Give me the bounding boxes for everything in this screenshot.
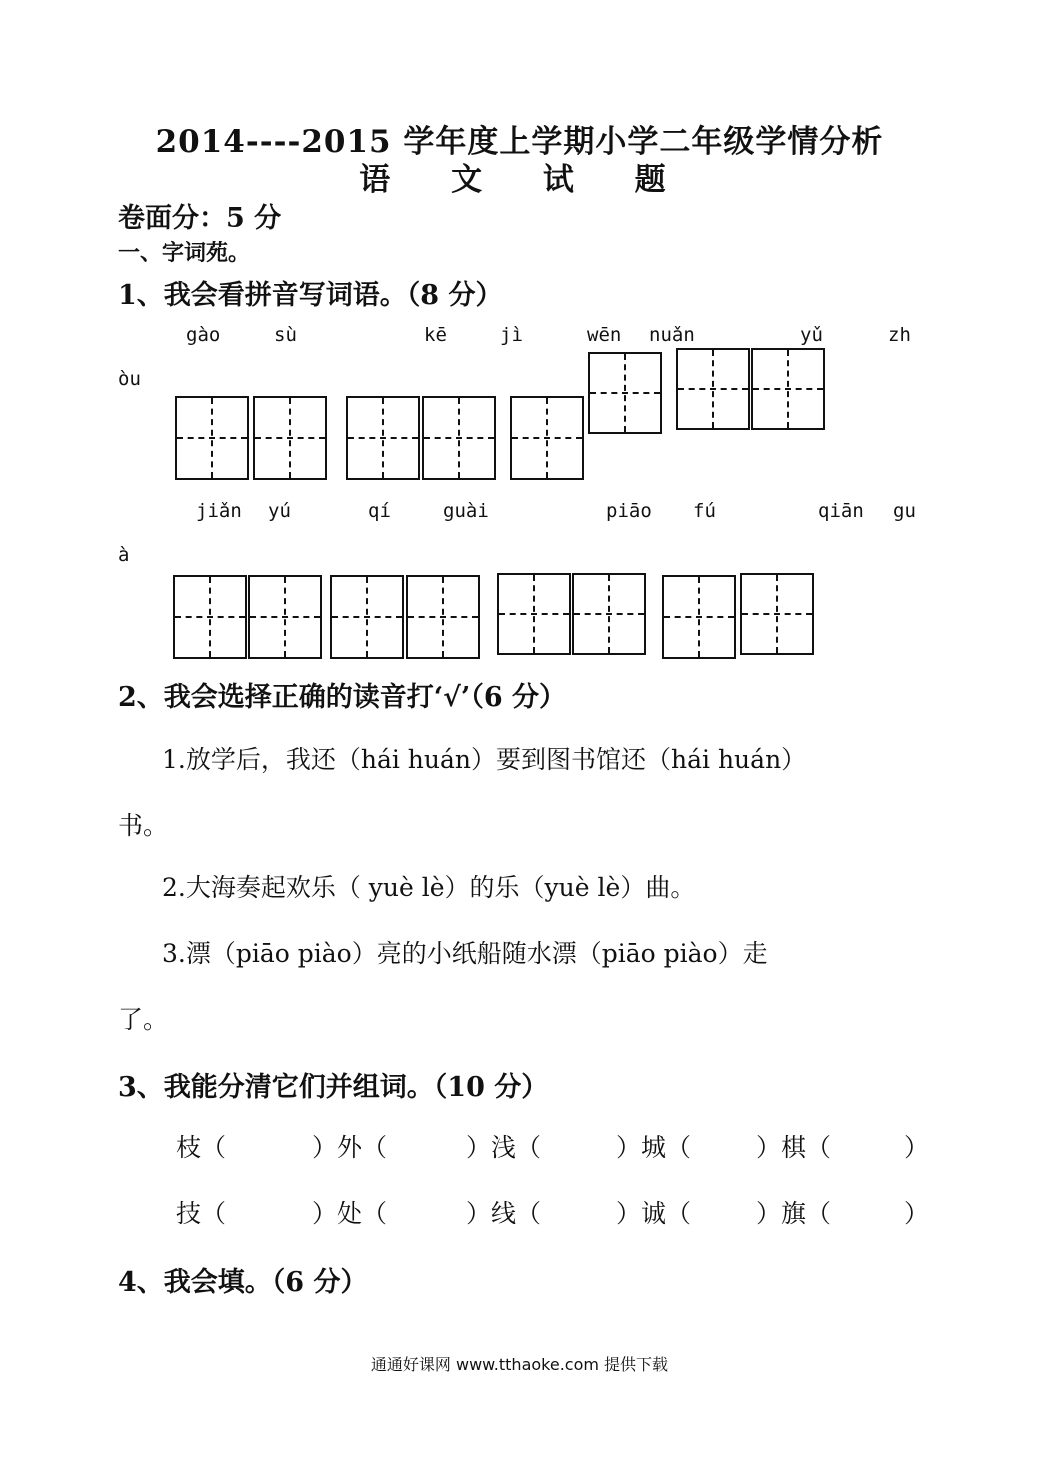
pinyin: qiān bbox=[818, 500, 864, 522]
writing-box[interactable] bbox=[253, 396, 327, 480]
word-group-row-2 bbox=[0, 1194, 1039, 1228]
word-prompt: ）诚（ bbox=[616, 1199, 692, 1228]
word-prompt: ）棋（ bbox=[756, 1133, 832, 1162]
footer-source: 通通好课网 www.tthaoke.com 提供下载 bbox=[370, 1355, 669, 1374]
q2-line-3: 3.漂（piāo piào）亮的小纸船随水漂（piāo piào）走 bbox=[162, 939, 768, 968]
writing-box[interactable] bbox=[330, 575, 404, 659]
question-1-title: 1、我会看拼音写词语。（8 分） bbox=[118, 280, 503, 311]
pinyin: nuǎn bbox=[649, 324, 695, 346]
writing-box[interactable] bbox=[588, 352, 662, 434]
q2-line-1: 1.放学后，我还（hái huán）要到图书馆还（hái huán） bbox=[162, 745, 807, 774]
section-heading: 一、字词苑。 bbox=[118, 240, 251, 266]
page-subtitle: 语 文 试 题 bbox=[359, 162, 680, 198]
q2-line-1-cont: 书。 bbox=[118, 811, 169, 840]
word-prompt: ）线（ bbox=[466, 1199, 542, 1228]
word-prompt: ） bbox=[904, 1199, 930, 1228]
word-prompt: 技（ bbox=[176, 1199, 227, 1228]
word-prompt: ） bbox=[904, 1133, 930, 1162]
pinyin: kē bbox=[424, 324, 447, 346]
word-prompt: ）旗（ bbox=[756, 1199, 832, 1228]
pinyin: qí bbox=[368, 500, 391, 522]
pinyin: wēn bbox=[587, 324, 622, 346]
pinyin: yú bbox=[268, 500, 291, 522]
question-2-title: 2、我会选择正确的读音打‘√’（6 分） bbox=[118, 682, 567, 713]
writing-box[interactable] bbox=[406, 575, 480, 659]
page-title: 2014----2015 学年度上学期小学二年级学情分析 bbox=[155, 124, 884, 160]
writing-box[interactable] bbox=[662, 575, 736, 659]
pinyin: zh bbox=[888, 324, 911, 346]
writing-box[interactable] bbox=[346, 396, 420, 480]
word-prompt: ）处（ bbox=[312, 1199, 388, 1228]
pinyin: jì bbox=[500, 324, 523, 346]
writing-box[interactable] bbox=[751, 348, 825, 430]
pinyin-wrap: à bbox=[118, 544, 130, 566]
writing-box[interactable] bbox=[175, 396, 249, 480]
pinyin: gu bbox=[893, 500, 916, 522]
question-4-title: 4、我会填。（6 分） bbox=[118, 1267, 368, 1298]
pinyin: jiǎn bbox=[196, 500, 242, 522]
writing-box[interactable] bbox=[510, 396, 584, 480]
pinyin: piāo bbox=[606, 500, 652, 522]
q2-line-2: 2.大海奏起欢乐（ yuè lè）的乐（yuè lè）曲。 bbox=[162, 873, 696, 902]
writing-box[interactable] bbox=[497, 573, 571, 655]
word-prompt: 枝（ bbox=[176, 1133, 227, 1162]
word-prompt: ）城（ bbox=[616, 1133, 692, 1162]
writing-box[interactable] bbox=[740, 573, 814, 655]
score-line: 卷面分：5 分 bbox=[118, 203, 282, 234]
writing-box[interactable] bbox=[248, 575, 322, 659]
writing-box[interactable] bbox=[572, 573, 646, 655]
pinyin: sù bbox=[274, 324, 297, 346]
pinyin: yǔ bbox=[800, 324, 823, 346]
word-group-row-1 bbox=[0, 1128, 1039, 1162]
word-prompt: ）浅（ bbox=[466, 1133, 542, 1162]
question-3-title: 3、我能分清它们并组词。（10 分） bbox=[118, 1072, 549, 1103]
writing-box[interactable] bbox=[173, 575, 247, 659]
pinyin: fú bbox=[693, 500, 716, 522]
word-prompt: ）外（ bbox=[312, 1133, 388, 1162]
q2-line-3-cont: 了。 bbox=[118, 1005, 169, 1034]
pinyin: gào bbox=[186, 324, 221, 346]
writing-box[interactable] bbox=[676, 348, 750, 430]
pinyin-wrap: òu bbox=[118, 368, 141, 390]
writing-box[interactable] bbox=[422, 396, 496, 480]
pinyin: guài bbox=[443, 500, 489, 522]
